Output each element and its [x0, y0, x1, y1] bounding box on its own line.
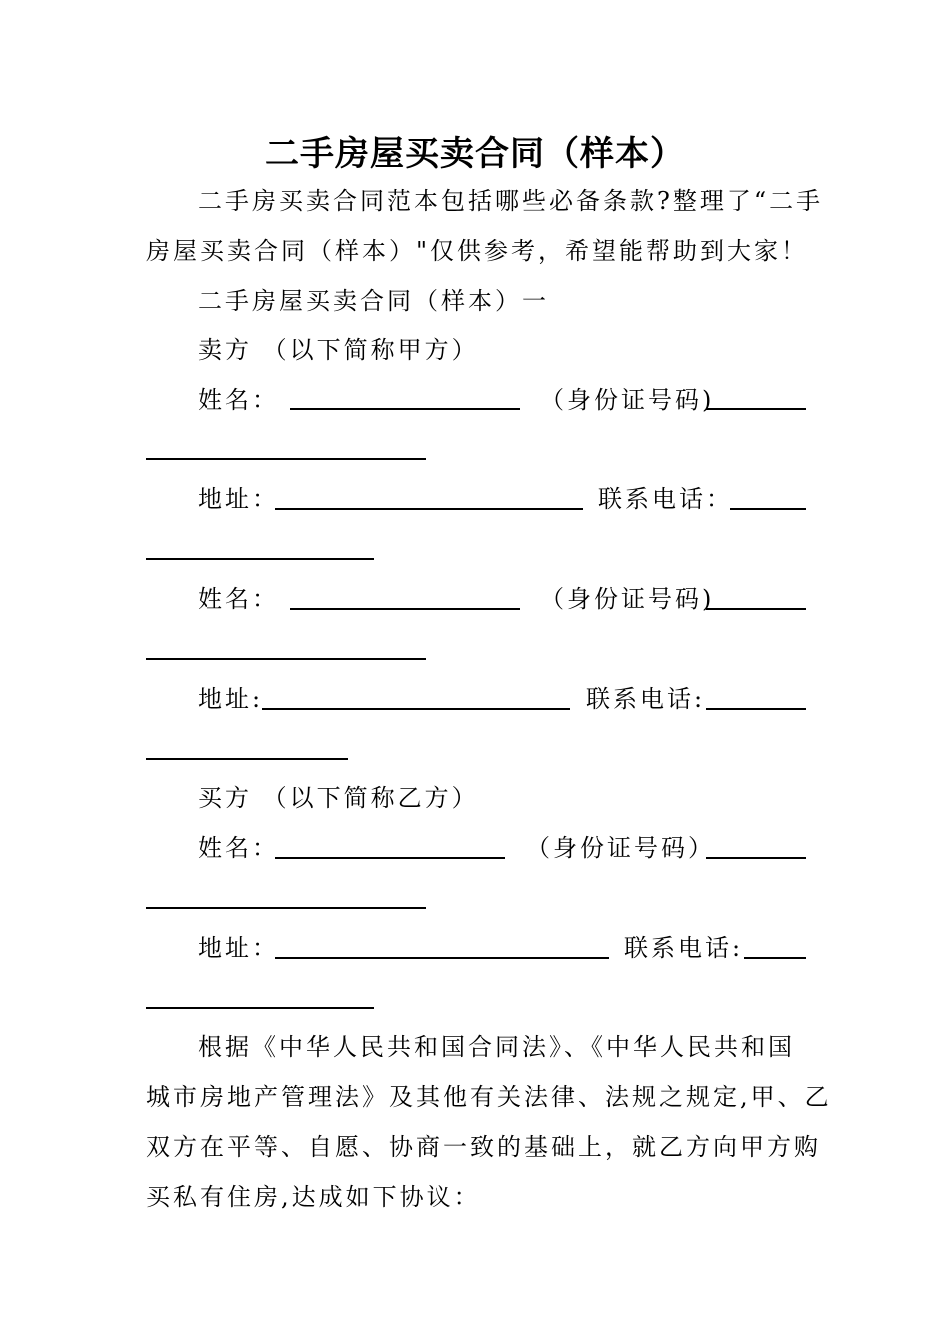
buyer-id-label: （身份证号码） [526, 834, 715, 862]
body-line-2: 城市房地产管理法》及其他有关法律、法规之规定,甲、乙 [146, 1083, 832, 1111]
buyer-heading: 买方 （以下简称乙方） [198, 784, 479, 812]
seller1-id-blank[interactable] [706, 408, 806, 410]
buyer-name-blank[interactable] [275, 857, 505, 859]
buyer-phone-blank-cont[interactable] [146, 1007, 374, 1009]
seller1-address-label: 地址： [198, 485, 279, 513]
seller1-id-label: （身份证号码) [540, 386, 715, 414]
seller1-name-blank[interactable] [290, 408, 520, 410]
seller1-id-blank-cont[interactable] [146, 458, 426, 460]
seller1-phone-blank-cont[interactable] [146, 558, 374, 560]
buyer-name-label: 姓名： [198, 834, 279, 862]
seller2-phone-blank-cont[interactable] [146, 758, 348, 760]
seller-heading: 卖方 （以下简称甲方） [198, 336, 479, 364]
seller1-name-label: 姓名： [198, 386, 279, 414]
buyer-id-blank[interactable] [706, 857, 806, 859]
intro-line-2: 房屋买卖合同（样本）"仅供参考，希望能帮助到大家！ [146, 237, 809, 265]
seller2-phone-blank[interactable] [706, 708, 806, 710]
seller2-address-label: 地址: [198, 685, 264, 713]
buyer-id-blank-cont[interactable] [146, 907, 426, 909]
body-line-4: 买私有住房,达成如下协议： [146, 1183, 481, 1211]
seller2-phone-label: 联系电话: [586, 685, 706, 713]
body-line-1: 根据《中华人民共和国合同法》、《中华人民共和国 [198, 1033, 795, 1061]
seller2-address-blank[interactable] [262, 708, 570, 710]
buyer-phone-label: 联系电话: [624, 934, 744, 962]
intro-line-1: 二手房买卖合同范本包括哪些必备条款?整理了“二手 [198, 187, 824, 215]
seller1-address-blank[interactable] [275, 508, 583, 510]
document-title: 二手房屋买卖合同（样本） [265, 134, 685, 174]
seller1-phone-label: 联系电话： [598, 485, 733, 513]
buyer-address-blank[interactable] [275, 957, 609, 959]
seller1-phone-blank[interactable] [730, 508, 806, 510]
seller2-id-blank[interactable] [706, 608, 806, 610]
section-heading: 二手房屋买卖合同（样本）一 [198, 287, 549, 315]
buyer-phone-blank[interactable] [744, 957, 806, 959]
seller2-name-label: 姓名： [198, 585, 279, 613]
seller2-name-blank[interactable] [290, 608, 520, 610]
body-line-3: 双方在平等、自愿、协商一致的基础上，就乙方向甲方购 [146, 1133, 821, 1161]
seller2-id-label: （身份证号码) [540, 585, 715, 613]
buyer-address-label: 地址： [198, 934, 279, 962]
seller2-id-blank-cont[interactable] [146, 658, 426, 660]
